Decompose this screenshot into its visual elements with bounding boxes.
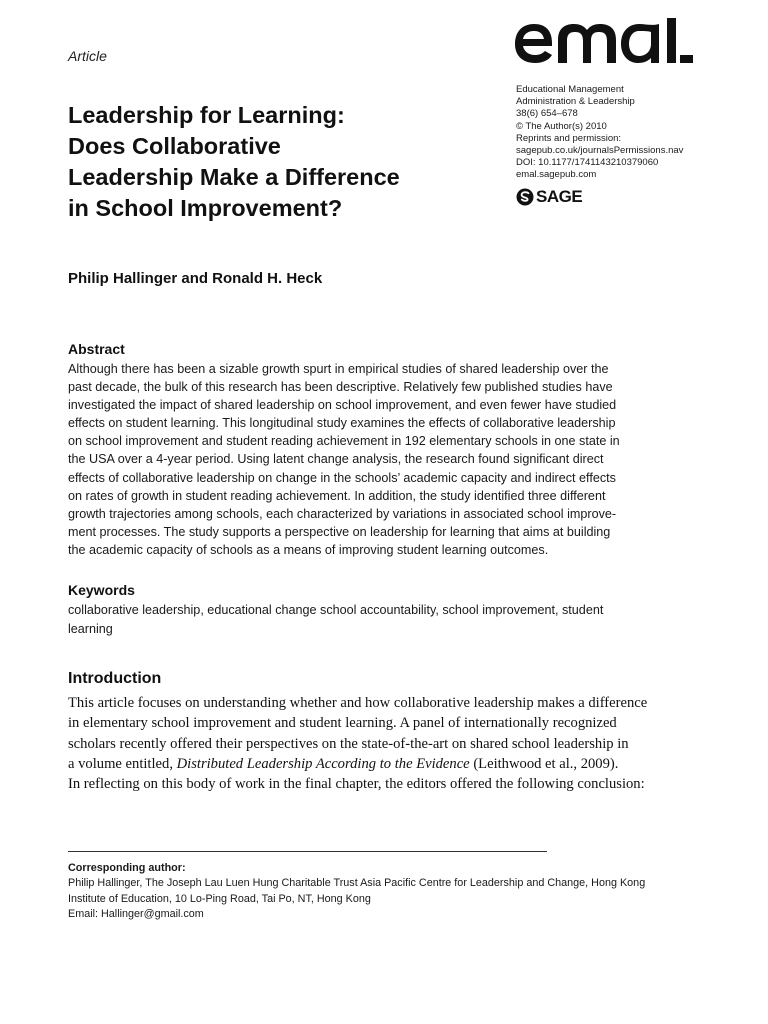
- intro-line: In reflecting on this body of work in the final chapter, the editors offered the following conclusion:: [68, 776, 645, 793]
- corresponding-author-footnote: [68, 861, 708, 923]
- introduction-heading: Introduction: [68, 670, 162, 687]
- abstract-line: Although there has been a sizable growth spurt in empirical studies of shared leadership over the: [68, 362, 609, 376]
- journal-meta-line: Reprints and permission:: [516, 132, 622, 144]
- abstract-line: ment processes. The study supports a perspective on leadership for learning that aims at building: [68, 524, 611, 539]
- cited-book-title: Distributed Leadership According to the Evidence: [176, 755, 470, 772]
- abstract-line: effects of collaborative leadership on change in the schools’ academic capacity and indirect effects: [68, 470, 616, 485]
- journal-metadata: [516, 84, 746, 182]
- abstract-line: on rates of growth in student reading achievement. In addition, the study identified three different: [68, 488, 606, 503]
- title-line: Leadership Make a Difference: [68, 164, 400, 190]
- keywords-line: collaborative leadership, educational change school accountability, school improvement, student: [68, 603, 604, 617]
- abstract-line: growth trajectories among schools, each characterized by variations in associated school improve-: [68, 506, 617, 521]
- intro-citation: (Leithwood et al., 2009).: [469, 755, 619, 772]
- journal-meta-line: sagepub.co.uk/journalsPermissions.nav: [516, 145, 684, 157]
- journal-meta-line: DOI: 10.1177/1741143210379060: [516, 157, 659, 169]
- abstract-line: the USA over a 4-year period. Using latent change analysis, the research found significant direct: [68, 452, 604, 467]
- journal-meta-line: 38(6) 654–678: [516, 108, 578, 120]
- keywords-text: [68, 601, 692, 639]
- journal-meta-line: emal.sagepub.com: [516, 169, 597, 181]
- keywords-line: learning: [68, 622, 113, 636]
- sage-wordmark: SAGE: [536, 187, 583, 206]
- footnote-divider: [68, 851, 547, 852]
- introduction-text: [68, 693, 694, 794]
- author-list: Philip Hallinger and Ronald H. Heck: [68, 270, 323, 287]
- footnote-label: Corresponding author:: [68, 862, 186, 874]
- abstract-line: on school improvement and student reading achievement in 192 elementary schools in one state in: [68, 434, 620, 449]
- journal-meta-line: © The Author(s) 2010: [516, 120, 607, 132]
- abstract-line: effects on student learning. This longitudinal study examines the effects of collaborative leadership: [68, 416, 616, 431]
- article-type-label: Article: [68, 48, 107, 64]
- footnote-line: Institute of Education, 10 Lo-Ping Road, Tai Po, NT, Hong Kong: [68, 892, 371, 905]
- title-line: Does Collaborative: [68, 133, 281, 159]
- intro-text-fragment: a volume entitled,: [68, 755, 177, 772]
- journal-meta-line: Educational Management: [516, 84, 624, 95]
- intro-line: [68, 754, 694, 774]
- sage-logo: [516, 186, 582, 208]
- journal-meta-line: Administration & Leadership: [516, 96, 635, 108]
- title-line: Leadership for Learning:: [68, 102, 345, 128]
- footnote-line: Philip Hallinger, The Joseph Lau Luen Hung Charitable Trust Asia Pacific Centre for Leadership and Change, Hong Kong: [68, 877, 646, 890]
- intro-line: This article focuses on understanding whether and how collaborative leadership makes a difference: [68, 695, 648, 711]
- footnote-email: Email: Hallinger@gmail.com: [68, 908, 204, 921]
- abstract-line: investigated the impact of shared leadership on school improvement, and even fewer have studied: [68, 398, 617, 413]
- keywords-heading: Keywords: [68, 582, 135, 598]
- abstract-line: past decade, the bulk of this research has been descriptive. Relatively few published studies have: [68, 380, 613, 395]
- abstract-heading: Abstract: [68, 341, 125, 357]
- abstract-text: [68, 360, 692, 559]
- title-line: in School Improvement?: [68, 195, 343, 221]
- article-title: [68, 100, 498, 224]
- intro-line: in elementary school improvement and student learning. A panel of internationally recognized: [68, 715, 617, 732]
- emal-logo: [512, 18, 694, 68]
- intro-line: scholars recently offered their perspectives on the state-of-the-art on shared school leadership in: [68, 735, 629, 752]
- sage-s-icon: [516, 188, 534, 206]
- abstract-line: the academic capacity of schools as a means of improving student learning outcomes.: [68, 542, 549, 557]
